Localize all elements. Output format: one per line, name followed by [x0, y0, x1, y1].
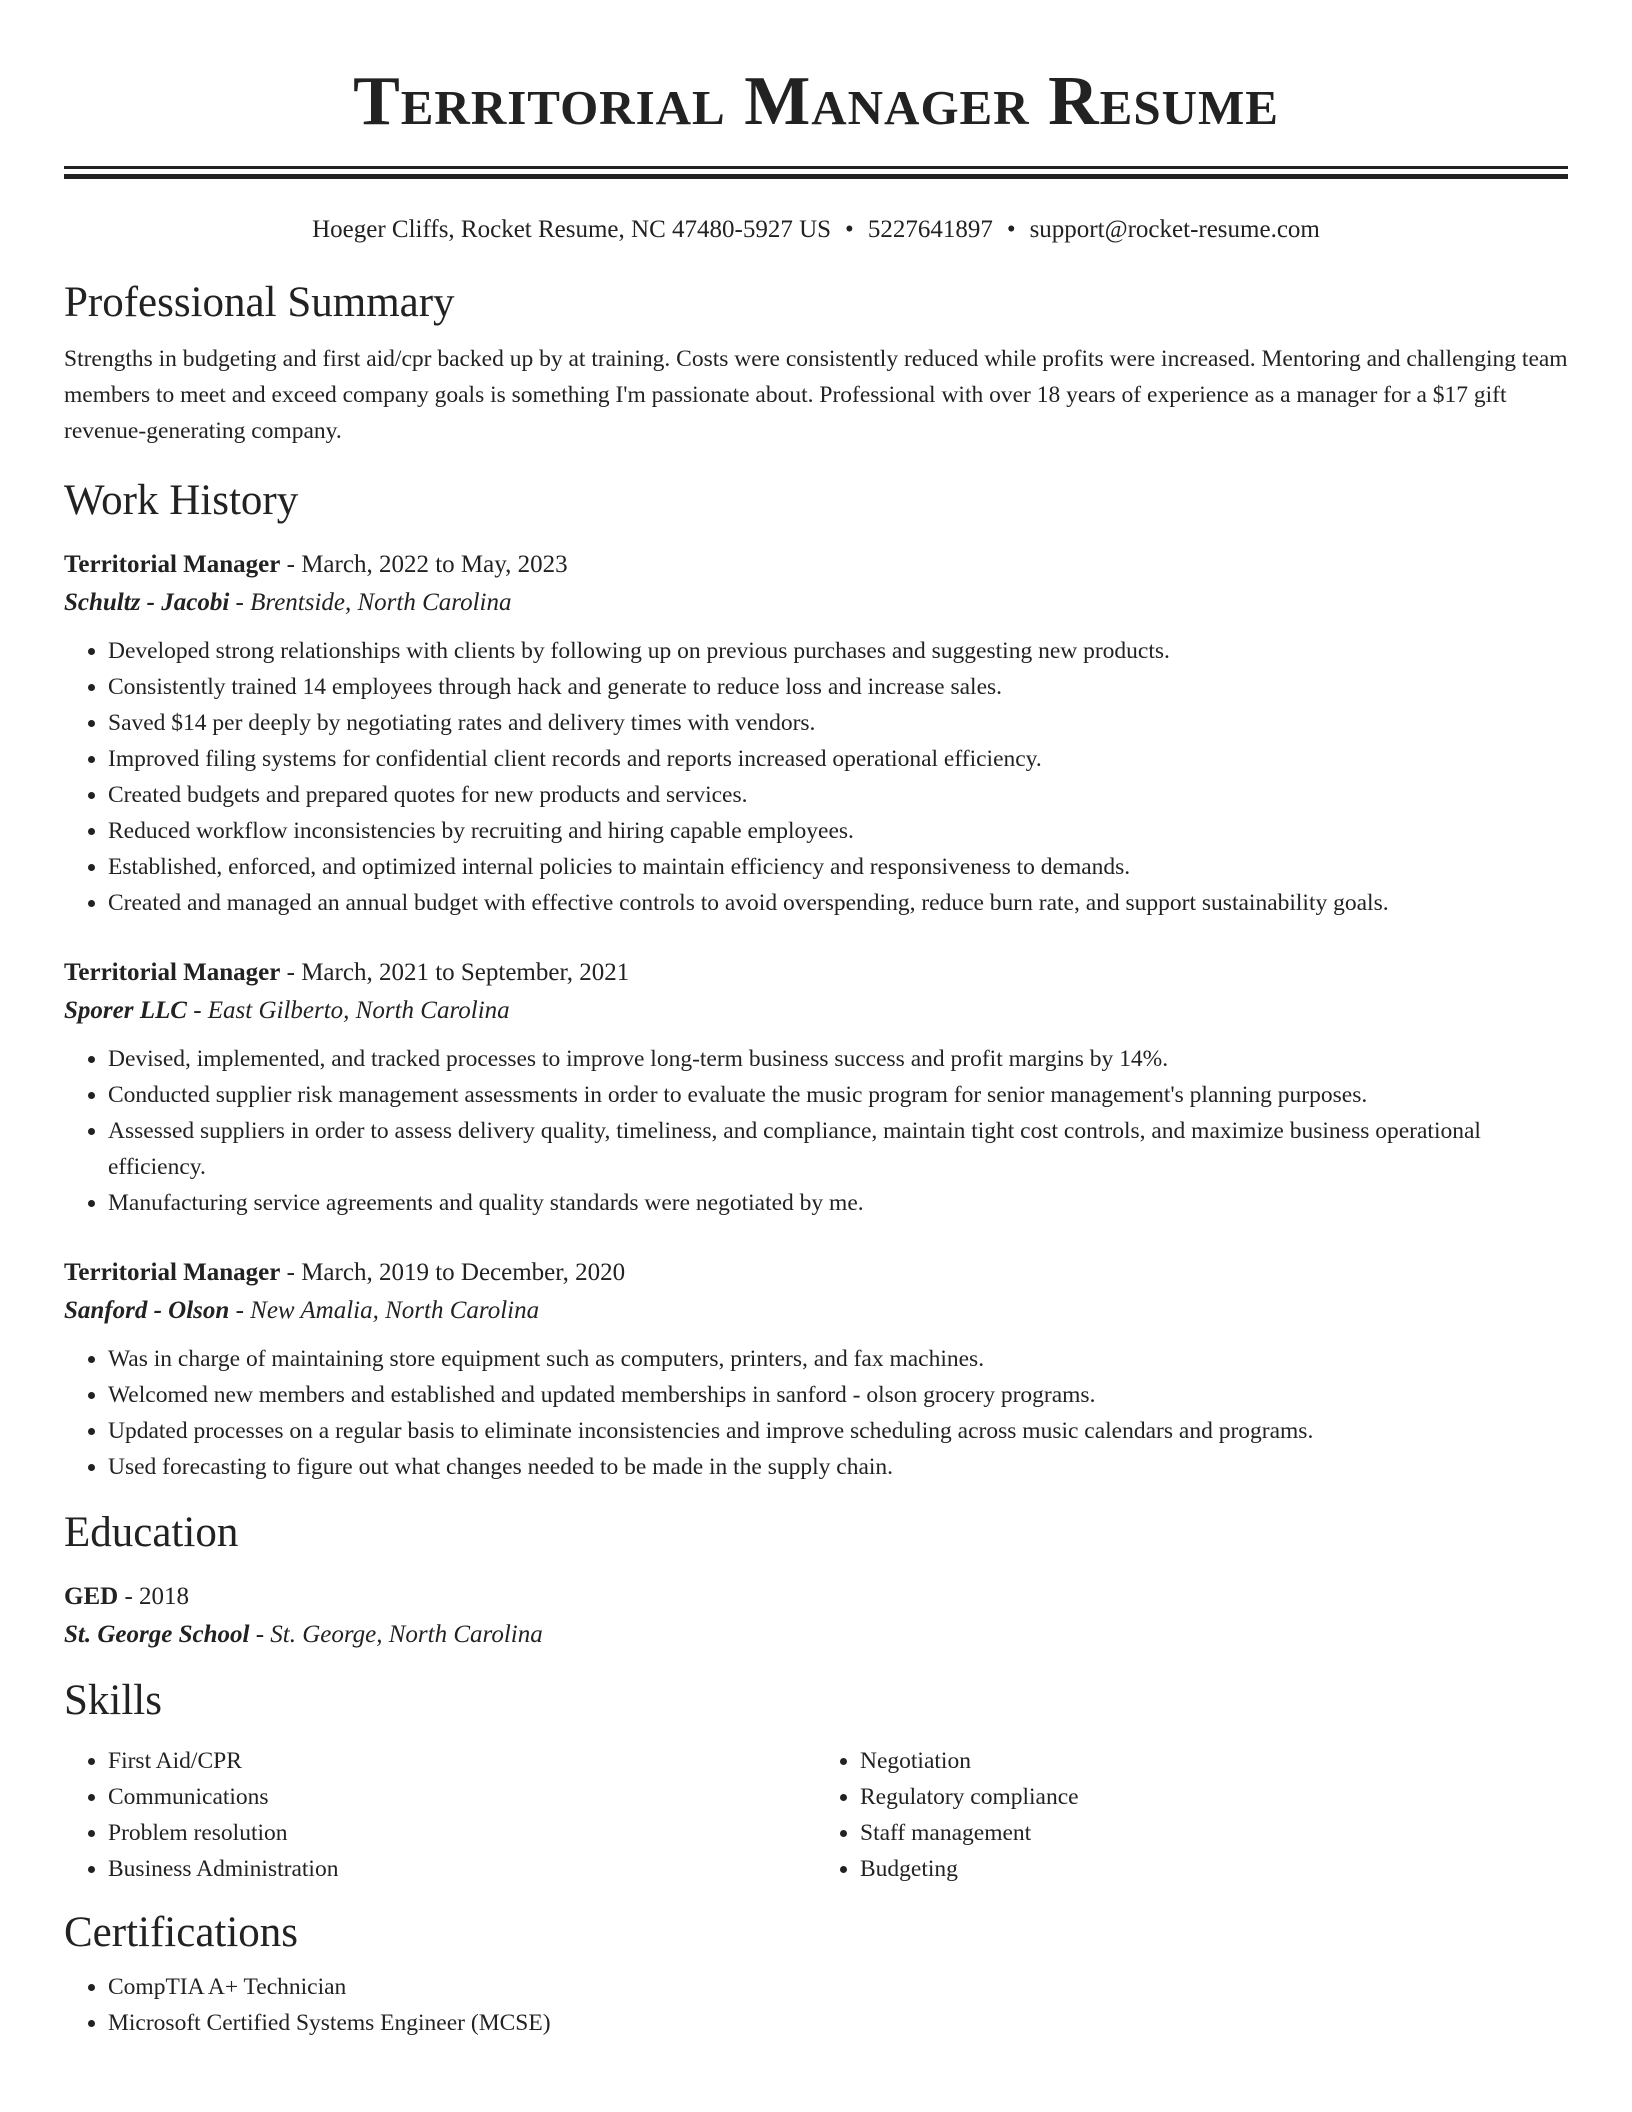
skill-item: • First Aid/CPR [108, 1743, 816, 1779]
resume-title: Territorial Manager Resume [353, 63, 1279, 140]
education-header [64, 1579, 1568, 1615]
job-header [64, 1255, 1568, 1291]
skills-right-list [816, 1743, 1568, 1887]
job-title: Territorial Manager [64, 551, 281, 578]
certifications-heading: Certifications [64, 1909, 299, 1956]
job-bullet: • Updated processes on a regular basis to eliminate inconsistencies and improve scheduling across music calendars and programs. [108, 1413, 1568, 1449]
skill-item: • Communications [108, 1779, 816, 1815]
work-history-heading: Work History [64, 477, 299, 524]
skill-item: • Staff management [860, 1815, 1568, 1851]
education-year: - 2018 [118, 1583, 190, 1610]
skill-item: • Problem resolution [108, 1815, 816, 1851]
summary-text: Strengths in budgeting and first aid/cpr backed up by at training. Costs were consistently reduced while profits were increased. Mentoring and challenging team members to meet and exceed company goals is something I'm passionate about. Professional with over 18 years of experience as a manager for a $17 gift revenue-generating company. [64, 346, 1568, 444]
title-rule-thin [64, 166, 1568, 169]
job-company-line [64, 991, 1568, 1031]
job-title: Territorial Manager [64, 1259, 281, 1286]
skill-item: • Regulatory compliance [860, 1779, 1568, 1815]
education-school-line [64, 1615, 1568, 1655]
job-entry [64, 1255, 1568, 1485]
resume-page [64, 0, 1568, 2041]
job-company-line [64, 583, 1568, 623]
job-header [64, 955, 1568, 991]
job-bullet: • Devised, implemented, and tracked processes to improve long-term business success and profit margins by 14%. [108, 1041, 1568, 1077]
education-heading: Education [64, 1509, 239, 1556]
skill-item: • Business Administration [108, 1851, 816, 1887]
job-bullet: • Developed strong relationships with clients by following up on previous purchases and suggesting new products. [108, 633, 1568, 669]
skill-item: • Negotiation [860, 1743, 1568, 1779]
education-entry [64, 1579, 1568, 1655]
job-bullet: • Welcomed new members and established and updated memberships in sanford - olson grocery programs. [108, 1377, 1568, 1413]
contact-separator: • [1006, 216, 1016, 243]
skill-item: • Budgeting [860, 1851, 1568, 1887]
job-company: Sanford - Olson [64, 1297, 230, 1324]
job-bullet: • Established, enforced, and optimized internal policies to maintain efficiency and responsiveness to demands. [108, 849, 1568, 885]
skills-heading: Skills [64, 1677, 162, 1724]
job-bullet: • Was in charge of maintaining store equipment such as computers, printers, and fax machines. [108, 1341, 1568, 1377]
education-school: St. George School [64, 1621, 250, 1648]
job-location: - Brentside, North Carolina [229, 589, 512, 616]
certification-item: • CompTIA A+ Technician [108, 1969, 1568, 2005]
job-dates: - March, 2019 to December, 2020 [280, 1259, 626, 1286]
job-entry [64, 955, 1568, 1221]
job-location: - New Amalia, North Carolina [229, 1297, 540, 1324]
job-company: Schultz - Jacobi [64, 589, 230, 616]
job-bullet: • Created budgets and prepared quotes for new products and services. [108, 777, 1568, 813]
certifications-list [64, 1969, 1568, 2041]
skills-columns [64, 1743, 1568, 1887]
job-company: Sporer LLC [64, 997, 187, 1024]
job-entry [64, 547, 1568, 921]
job-bullets [64, 1341, 1568, 1485]
job-header [64, 547, 1568, 583]
job-bullet: • Manufacturing service agreements and quality standards were negotiated by me. [108, 1185, 1568, 1221]
contact-address: Hoeger Cliffs, Rocket Resume, NC 47480-5927 US [312, 216, 832, 243]
job-title: Territorial Manager [64, 959, 281, 986]
education-degree: GED [64, 1583, 119, 1610]
education-location: - St. George, North Carolina [249, 1621, 543, 1648]
job-bullet: • Saved $14 per deeply by negotiating rates and delivery times with vendors. [108, 705, 1568, 741]
job-company-line [64, 1291, 1568, 1331]
contact-email: support@rocket-resume.com [1029, 216, 1320, 243]
title-rule-thick [64, 174, 1568, 179]
contact-phone: 5227641897 [867, 216, 993, 243]
job-bullet: • Conducted supplier risk management assessments in order to evaluate the music program for senior management's planning purposes. [108, 1077, 1568, 1113]
job-dates: - March, 2022 to May, 2023 [280, 551, 568, 578]
summary-heading: Professional Summary [64, 279, 455, 326]
certification-item: • Microsoft Certified Systems Engineer (MCSE) [108, 2005, 1568, 2041]
contact-line [64, 213, 1568, 247]
job-bullet: • Assessed suppliers in order to assess delivery quality, timeliness, and compliance, maintain tight cost controls, and maximize business operational efficiency. [108, 1113, 1568, 1185]
job-bullet: • Created and managed an annual budget with effective controls to avoid overspending, reduce burn rate, and support sustainability goals. [108, 885, 1568, 921]
job-location: - East Gilberto, North Carolina [186, 997, 510, 1024]
skills-left-list [64, 1743, 816, 1887]
job-bullet: • Improved filing systems for confidential client records and reports increased operational efficiency. [108, 741, 1568, 777]
job-bullet: • Consistently trained 14 employees through hack and generate to reduce loss and increase sales. [108, 669, 1568, 705]
job-bullets [64, 633, 1568, 921]
job-bullet: • Reduced workflow inconsistencies by recruiting and hiring capable employees. [108, 813, 1568, 849]
contact-separator: • [845, 216, 854, 243]
job-bullets [64, 1041, 1568, 1221]
job-dates: - March, 2021 to September, 2021 [280, 959, 630, 986]
job-bullet: • Used forecasting to figure out what changes needed to be made in the supply chain. [108, 1449, 1568, 1485]
